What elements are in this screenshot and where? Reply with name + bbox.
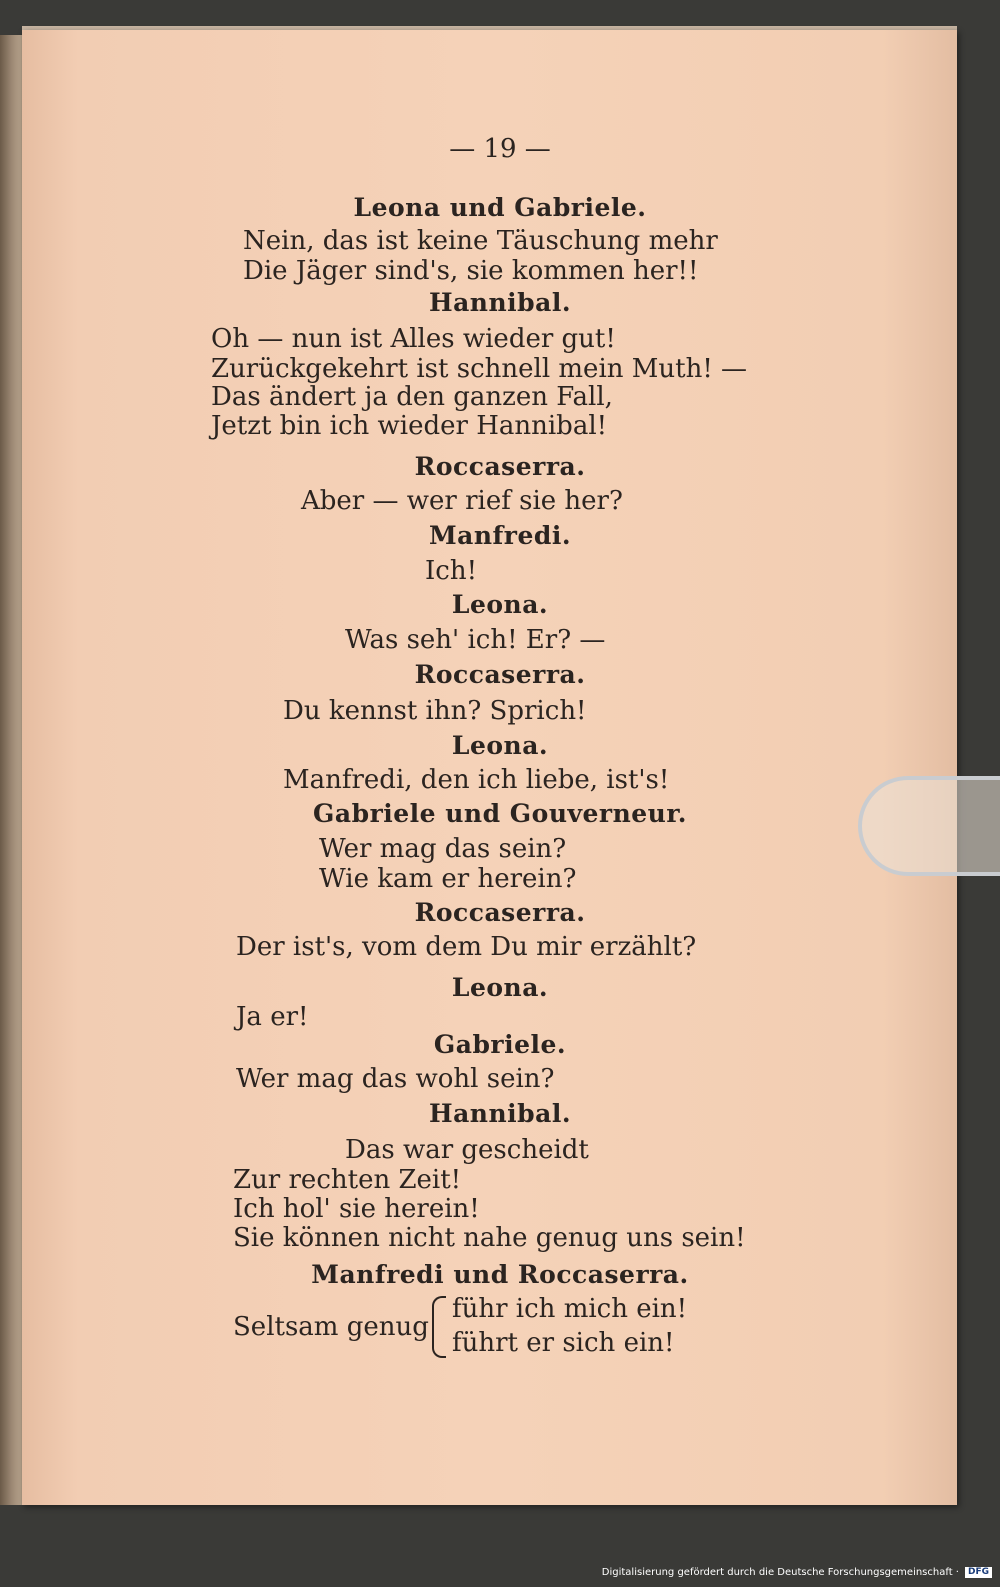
verse-line: Manfredi, den ich liebe, ist's! xyxy=(283,765,670,795)
verse-line: Wie kam er herein? xyxy=(319,864,577,894)
speaker-heading: Hannibal. xyxy=(428,288,572,317)
footer-text: Digitalisierung gefördert durch die Deutsche Forschungsgemeinschaft · xyxy=(601,1566,959,1578)
verse-line: Wer mag das wohl sein? xyxy=(236,1064,555,1094)
verse-line: Du kennst ihn? Sprich! xyxy=(283,696,587,726)
speaker-heading: Manfredi. xyxy=(428,521,572,550)
verse-line: Zur rechten Zeit! xyxy=(233,1165,462,1195)
verse-line: Ja er! xyxy=(236,1002,309,1032)
speaker-heading: Leona und Gabriele. xyxy=(353,193,647,222)
dfg-logo: DFG xyxy=(965,1567,992,1578)
verse-line: Zurückgekehrt ist schnell mein Muth! — xyxy=(211,354,748,384)
verse-line: Ich! xyxy=(425,556,478,586)
speaker-heading: Leona. xyxy=(451,973,549,1002)
verse-line: Nein, das ist keine Täuschung mehr xyxy=(243,226,718,256)
speaker-heading: Roccaserra. xyxy=(414,898,586,927)
speaker-heading: Gabriele. xyxy=(433,1030,567,1059)
speaker-heading: Hannibal. xyxy=(428,1099,572,1128)
verse-line: Jetzt bin ich wieder Hannibal! xyxy=(211,411,608,441)
page-number: — 19 — xyxy=(449,134,551,164)
speaker-heading: Gabriele und Gouverneur. xyxy=(313,799,687,828)
speaker-heading: Leona. xyxy=(451,590,549,619)
verse-line: Aber — wer rief sie her? xyxy=(301,486,623,516)
verse-line: Der ist's, vom dem Du mir erzählt? xyxy=(236,932,697,962)
brace-mark xyxy=(432,1296,446,1358)
speaker-heading: Roccaserra. xyxy=(414,452,586,481)
verse-line: Oh — nun ist Alles wieder gut! xyxy=(211,324,616,354)
verse-line: Ich hol' sie herein! xyxy=(233,1194,480,1224)
verse-line: Was seh' ich! Er? — xyxy=(345,625,606,655)
verse-line: Seltsam genug xyxy=(233,1312,429,1342)
verse-line: Sie können nicht nahe genug uns sein! xyxy=(233,1223,746,1253)
verse-line: Das war gescheidt xyxy=(345,1135,589,1165)
footer-credit xyxy=(602,1561,992,1583)
verse-line: führt er sich ein! xyxy=(452,1328,675,1358)
speaker-heading: Roccaserra. xyxy=(414,660,586,689)
page-clip xyxy=(858,776,1000,876)
verse-line: Die Jäger sind's, sie kommen her!! xyxy=(243,256,699,286)
verse-line: Wer mag das sein? xyxy=(319,834,567,864)
verse-line: Das ändert ja den ganzen Fall, xyxy=(211,382,613,412)
speaker-heading: Leona. xyxy=(451,731,549,760)
verse-line: führ ich mich ein! xyxy=(452,1294,688,1324)
speaker-heading: Manfredi und Roccaserra. xyxy=(311,1260,689,1289)
